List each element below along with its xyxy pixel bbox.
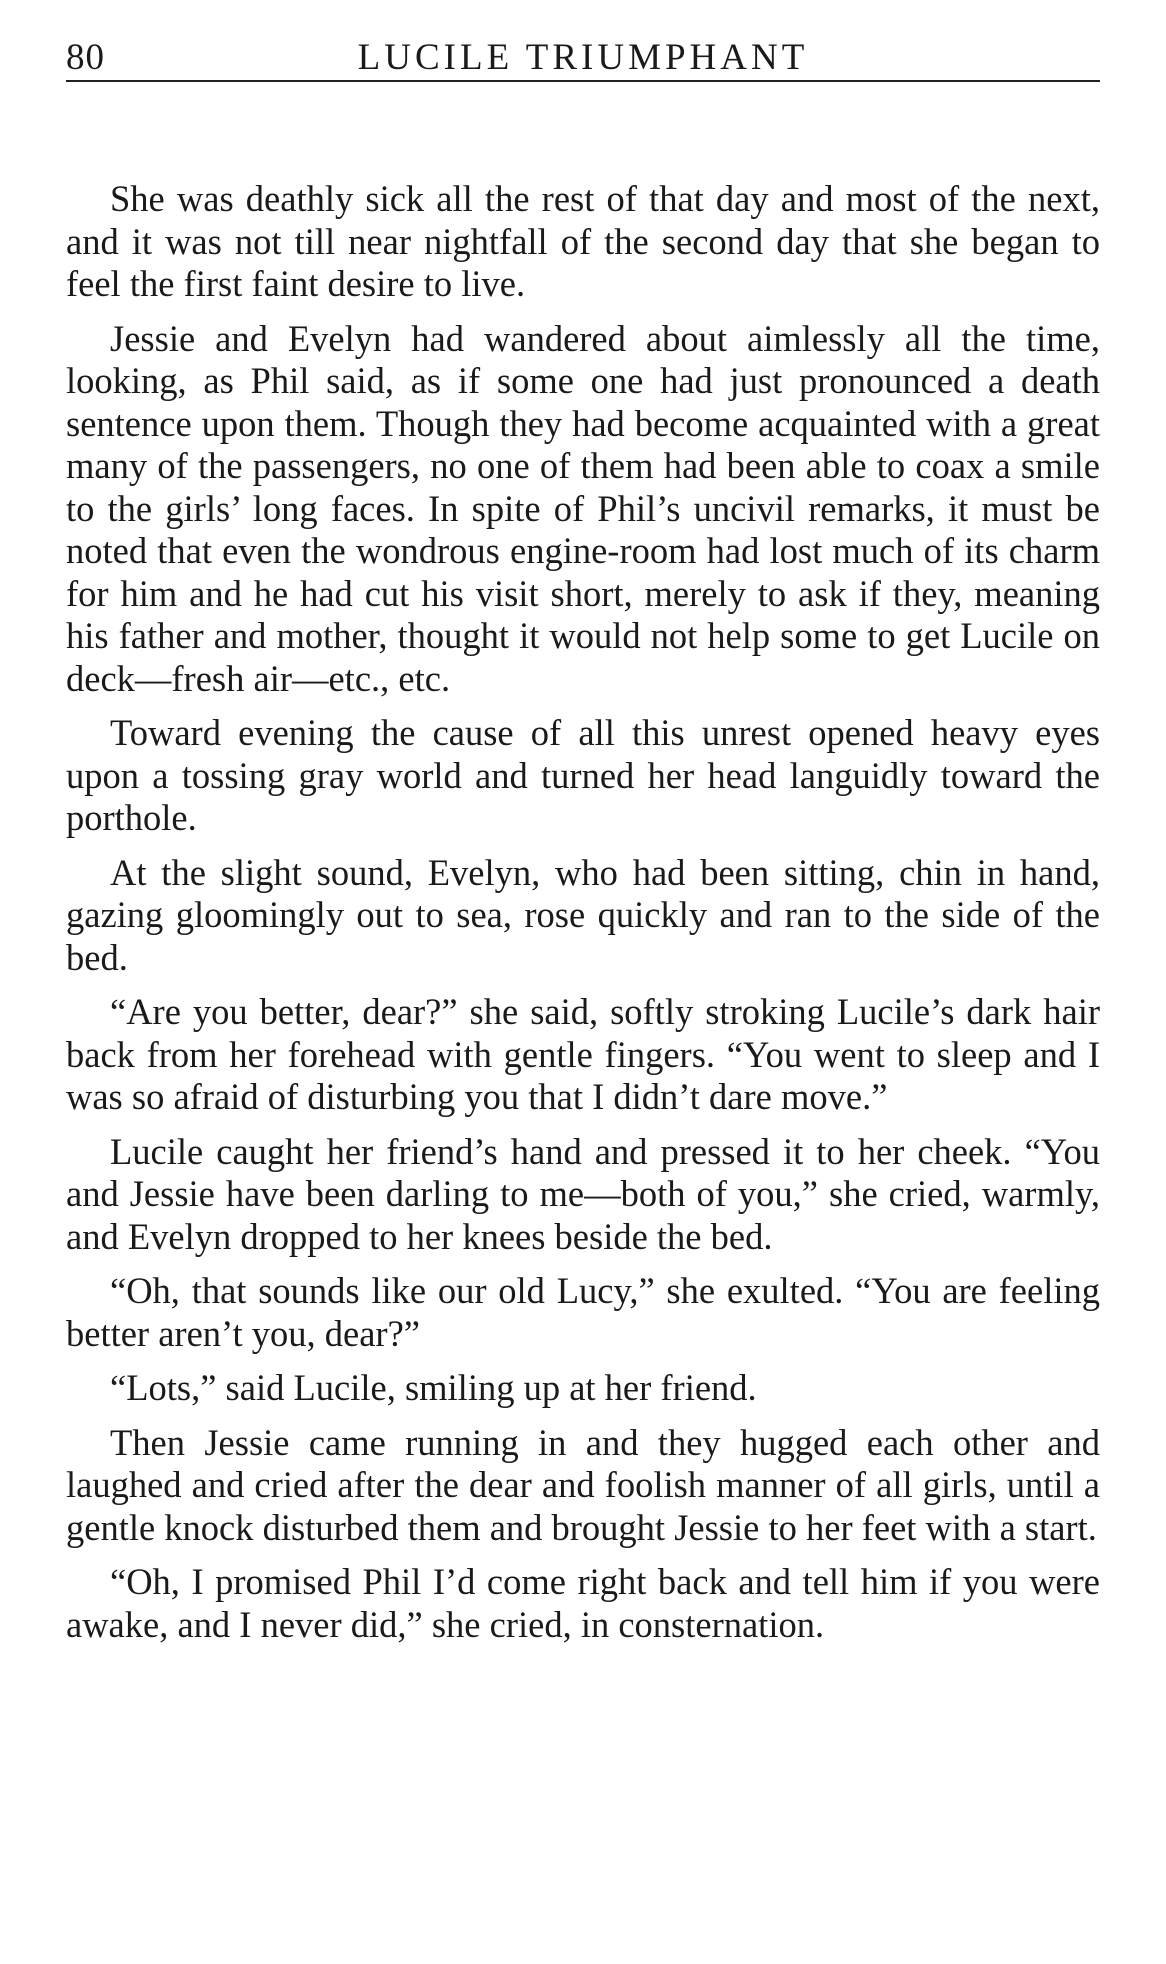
paragraph: Toward evening the cause of all this unrest opened heavy eyes upon a tossing gray world and turned her head languidly toward the porthole. <box>66 712 1100 838</box>
body-text <box>66 178 1100 1646</box>
paragraph: At the slight sound, Evelyn, who had been sitting, chin in hand, gazing gloomingly out to sea, rose quickly and ran to the side of the bed. <box>66 851 1100 978</box>
paragraph: She was deathly sick all the rest of that day and most of the next, and it was not till near nightfall of the second day that she began to feel the first faint desire to live. <box>66 178 1100 304</box>
running-title: LUCILE TRIUMPHANT <box>357 37 809 78</box>
page-header <box>66 30 1100 82</box>
paragraph: “Oh, that sounds like our old Lucy,” she exulted. “You are feeling better aren’t you, dear?” <box>66 1270 1100 1354</box>
paragraph: Lucile caught her friend’s hand and pressed it to her cheek. “You and Jessie have been darling to me—both of you,” she cried, warmly, and Evelyn dropped to her knees beside the bed. <box>66 1130 1100 1257</box>
book-page <box>66 30 1100 1658</box>
page-number: 80 <box>66 37 105 78</box>
paragraph: Jessie and Evelyn had wandered about aimlessly all the time, looking, as Phil said, as if some one had just pronounced a death sentence upon them. Though they had become acquainted with a great many of the passengers, no one of them had been able to coax a smile to the girls’ long faces. In spite of Phil’s uncivil remarks, it must be noted that even the wondrous engine-room had lost much of its charm for him and he had cut his visit short, merely to ask if they, meaning his father and mother, thought it would not help some to get Lucile on deck—fresh air—etc., etc. <box>66 317 1100 699</box>
paragraph: “Oh, I promised Phil I’d come right back and tell him if you were awake, and I never did,” she cried, in consternation. <box>66 1561 1100 1645</box>
paragraph: “Lots,” said Lucile, smiling up at her friend. <box>110 1367 757 1408</box>
paragraph: Then Jessie came running in and they hugged each other and laughed and cried after the dear and foolish manner of all girls, until a gentle knock disturbed them and brought Jessie to her feet with a start. <box>66 1421 1100 1548</box>
paragraph: “Are you better, dear?” she said, softly stroking Lucile’s dark hair back from her forehead with gentle fingers. “You went to sleep and I was so afraid of disturbing you that I didn’t dare move.” <box>66 991 1100 1117</box>
